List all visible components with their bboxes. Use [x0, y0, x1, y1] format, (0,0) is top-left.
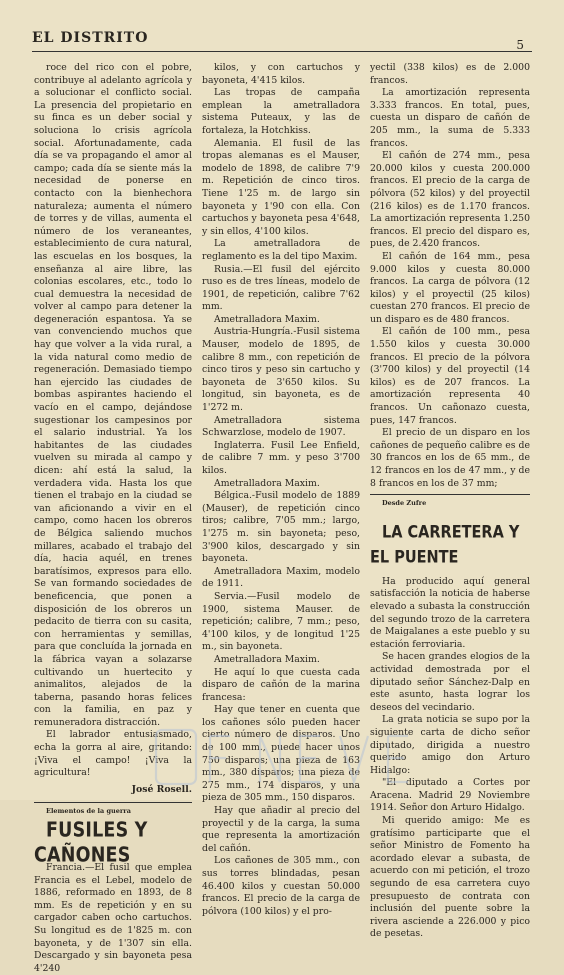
author-signature: José Rosell. — [131, 783, 192, 795]
section-divider — [34, 802, 192, 803]
article-paragraph: He aquí lo que cuesta cada disparo de cañón de la marina francesa: — [202, 666, 360, 703]
article-paragraph: Bélgica.-Fusil modelo de 1889 (Mauser), de repetición cinco tiros; calibre, 7'05 mm.; largo, 1'275 m. sin bayoneta; peso, 3'900 kilos, descargado y sin bayoneta. — [202, 490, 360, 565]
article-paragraph: El cañón de 274 mm., pesa 20.000 kilos y cuesta 200.000 francos. El precio de la carga de pólvora (52 kilos) y del proyectil (216 kilos) es de 1.170 francos. La amortización representa 1.250 francos. El precio del disparo es, pues, de 2.420 francos. — [370, 150, 530, 250]
article-paragraph: Hay que tener en cuenta que los cañones sólo pueden hacer cierto número de disparos. Uno de 100 mm., puede hacer unos 750 disparos; una pieza de 163 mm., 380 disparos; una pieza de 275 mm., 174 disparos, y una pieza de 305 mm., 150 disparos. — [202, 704, 360, 804]
article-paragraph: roce del rico con el pobre, contribuye al adelanto agrícola y a solucionar el conflicto social. La presencia del propietario en su finca es un deber social y soluciona lo crisis agrícola social. Afortunadamente, cada día se va propagando el amor al campo; cada día se siente más la necesidad de ponerse en contacto con la bienhechora naturaleza; aumenta el número de torres y de villas, aumenta el número de los veraneantes, establecimiento de cura natural, las escuelas en los bosques, la enseñanza al aire libre, las colonias escolares, etc., todo lo cual demuestra la necesidad de volver al campo para detener la degeneración espantosa. Ya se van convenciendo muchos que hay que volver a la vida rural, a la vida natural como medio de regeneración. Demasiado tiempo han ejercido las ciudades de bombas aspirantes haciendo el vacío en el campo, dejándose sugestionar los campesinos por el salario industrial. Ya los habitantes de las ciudades vuelven su mirada al campo y dicen: ahí está la salud, la verdadera vida. Hasta los que tienen el trabajo en la ciudad se van aficionando a vivir en el campo, como hacen los obreros de Bélgica saliendo muchos millares, acabado el trabajo del día, hacia aquél, en trenes baratísimos, expresos para ello. Se van formando sociedades de beneficencia, que ponen a disposición de los obreros un pedacito de tierra con su casita, con herramientas y semillas, para que concluída la jornada en la fábrica vayan a solazarse cultivando un huertecito y animalitos, alejados de la taberna, pasando horas felices con la familia, en paz y remuneradora distracción. — [34, 62, 192, 728]
article-paragraph: Alemania. El fusil de las tropas alemanas es el Mauser, modelo de 1898, de calibre 7'9 m. Repetición de cinco tiros. Tiene 1'25 m. de largo sin bayoneta y 1'90 con ella. Con cartuchos y bayoneta pesa 4'648, y sin ellos, 4'100 kilos. — [202, 137, 360, 237]
article-paragraph: El labrador entusiasmado, echa la gorra al aire, gritando: ¡Viva el campo! ¡Viva la agricultura! — [34, 729, 192, 779]
column-1 — [34, 62, 192, 975]
article-paragraph: Rusia.—El fusil del ejército ruso es de tres líneas, modelo de 1901, de repetición, calibre 7'62 mm. — [202, 263, 360, 313]
article-paragraph: Los cañones de 305 mm., con sus torres blindadas, pesan 46.400 kilos y cuestan 50.000 francos. El precio de la carga de pólvora (100 kilos) y el pro- — [202, 855, 360, 917]
article-paragraph: El cañón de 164 mm., pesa 9.000 kilos y cuesta 80.000 francos. La carga de pólvora (12 kilos) y el proyectil (25 kilos) cuestan 270 francos. El precio de un disparo es de 480 francos. — [370, 250, 530, 325]
column-3 — [370, 62, 530, 941]
article-paragraph: Ha producido aquí general satisfacción la noticia de haberse elevado a subasta la construcción del segundo trozo de la carretera de Maigalanes a este pueblo y su estación ferroviaria. — [370, 575, 530, 650]
column-2 — [202, 62, 360, 918]
article-paragraph: Mi querido amigo: Me es gratísimo participarte que el señor Ministro de Fomento ha acordado elevar a subasta, de acuerdo con mi petición, el trozo segundo de esa carretera cuyo presupuesto de contrata con inclusión del puente sobre la rivera asciende a 226.000 y pico de pesetas. — [370, 815, 530, 940]
article-paragraph: El cañón de 100 mm., pesa 1.550 kilos y cuesta 30.000 francos. El precio de la pólvora (3'700 kilos) y del proyectil (14 kilos) es de 207 francos. La amortización representa 40 francos. Un cañonazo cuesta, pues, 147 francos. — [370, 326, 530, 426]
article-paragraph: La ametralladora de reglamento es la del tipo Maxim. — [202, 238, 360, 262]
article-headline: LA CARRETERA Y EL PUENTE — [370, 523, 520, 567]
article-paragraph: Se hacen grandes elogios de la actividad demostrada por el diputado señor Sánchez-Dalp en este asunto, hasta lograr los deseos del vecindario. — [370, 651, 530, 713]
article-paragraph: Las tropas de campaña emplean la ametralladora sistema Puteaux, y las de fortaleza, la Hotchkiss. — [202, 87, 360, 136]
article-paragraph: Ametralladora Maxim, modelo de 1911. — [202, 565, 360, 590]
page-number: 5 — [516, 38, 524, 52]
article-paragraph: Inglaterra. Fusil Lee Enfield, de calibre 7 mm. y peso 3'700 kilos. — [202, 439, 360, 476]
article-paragraph: Ametralladora Maxim. — [214, 653, 320, 665]
masthead-title: EL DISTRITO — [32, 30, 149, 46]
header-rule — [32, 51, 532, 52]
section-divider — [370, 494, 530, 495]
article-paragraph: Austria-Hungría.-Fusil sistema Mauser, modelo de 1895, de calibre 8 mm., con repetición de cinco tiros y peso sin cartucho y bayoneta de 3'650 kilos. Su longitud, sin bayoneta, es de 1'272 m. — [202, 326, 360, 414]
article-paragraph: Ametralladora Maxim. — [214, 313, 320, 325]
article-paragraph: "El diputado a Cortes por Aracena. Madrid 29 Noviembre 1914. Señor don Arturo Hidalgo. — [370, 777, 530, 814]
article-paragraph: Servia.—Fusil modelo de 1900, sistema Mauser. de repetición; calibre, 7 mm.; peso, 4'100 kilos, y de longitud 1'25 m., sin bayoneta. — [202, 590, 360, 653]
article-paragraph: kilos, y con cartuchos y bayoneta, 4'415 kilos. — [202, 62, 360, 86]
article-paragraph: Ametralladora sistema Schwarzlose, modelo de 1907. — [202, 414, 360, 439]
article-paragraph: La amortización representa 3.333 francos. En total, pues, cuesta un disparo de cañón de 205 mm., la suma de 5.333 francos. — [370, 87, 530, 149]
article-paragraph: Ametralladora Maxim. — [214, 477, 320, 489]
article-paragraph: Hay que añadir al precio del proyectil y de la carga, la suma que representa la amortización del cañón. — [202, 805, 360, 854]
article-paragraph: Francia.—El fusil que emplea Francia es el Lebel, modelo de 1886, reformado en 1893, de 8 mm. Es de repetición y en su cargador caben ocho cartuchos. Su longitud es de 1'825 m. con bayoneta, y de 1'307 sin ella. Descargado y sin bayoneta pesa 4'240 — [34, 862, 192, 974]
article-headline: FUSILES Y CAÑONES — [34, 819, 148, 868]
section-kicker: Elementos de la guerra — [46, 807, 131, 816]
section-kicker: Desde Zufre — [382, 499, 427, 508]
article-paragraph: yectil (338 kilos) es de 2.000 francos. — [370, 62, 530, 86]
article-paragraph: El precio de un disparo en los cañones de pequeño calibre es de 30 francos en los de 65 mm., de 12 francos en los de 47 mm., y de 8 francos en los de 37 mm; — [370, 427, 530, 489]
article-paragraph: La grata noticia se supo por la siguiente carta de dicho señor diputado, dirigida a nuestro querido amigo don Arturo Hidalgo: — [370, 714, 530, 776]
